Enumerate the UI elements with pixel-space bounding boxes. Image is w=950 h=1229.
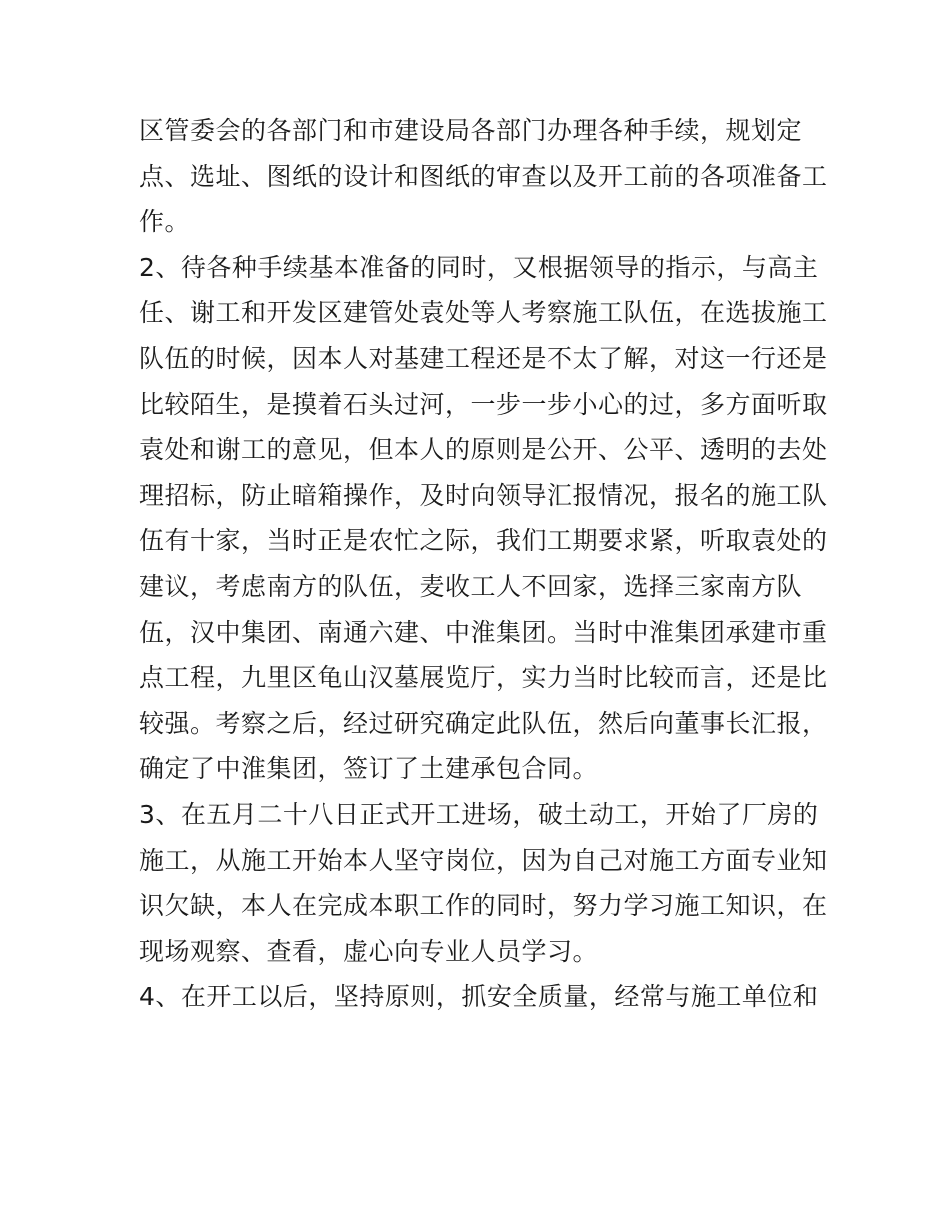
text-line: 点、选址、图纸的设计和图纸的审查以及开工前的各项准备工 (139, 161, 828, 191)
text-line: 确定了中淮集团，签订了土建承包合同。 (139, 754, 599, 784)
text-line: 现场观察、查看，虚心向专业人员学习。 (139, 936, 599, 966)
text-line: 建议，考虑南方的队伍，麦收工人不回家，选择三家南方队 (139, 571, 803, 601)
text-line: 区管委会的各部门和市建设局各部门办理各种手续，规划定 (139, 116, 803, 145)
text-line: 作。 (139, 207, 191, 237)
text-line: 伍，汉中集团、南通六建、中淮集团。当时中淮集团承建市重 (139, 617, 828, 647)
text-line: 伍有十家，当时正是农忙之际，我们工期要求紧，听取袁处的 (139, 526, 828, 556)
text-line: 识欠缺，本人在完成本职工作的同时，努力学习施工知识，在 (139, 891, 828, 921)
text-line: 任、谢工和开发区建管处袁处等人考察施工队伍，在选拔施工 (139, 298, 828, 328)
text-line: 队伍的时候，因本人对基建工程还是不太了解，对这一行还是 (139, 343, 828, 373)
text-line: 比较陌生，是摸着石头过河，一步一步小心的过，多方面听取 (139, 389, 828, 419)
text-line: 3、在五月二十八日正式开工进场，破土动工，开始了厂房的 (139, 799, 819, 829)
text-line: 袁处和谢工的意见，但本人的原则是公开、公平、透明的去处 (139, 435, 828, 465)
text-line: 2、待各种手续基本准备的同时，又根据领导的指示，与高主 (139, 252, 819, 282)
text-line: 较强。考察之后，经过研究确定此队伍，然后向董事长汇报， (139, 708, 828, 738)
text-line: 点工程，九里区龟山汉墓展览厅，实力当时比较而言，还是比 (139, 663, 828, 693)
text-line: 施工，从施工开始本人坚守岗位，因为自己对施工方面专业知 (139, 845, 828, 875)
text-line: 理招标，防止暗箱操作，及时向领导汇报情况，报名的施工队 (139, 480, 828, 510)
document-body (139, 108, 828, 1020)
text-line: 4、在开工以后，坚持原则，抓安全质量，经常与施工单位和 (139, 982, 819, 1012)
